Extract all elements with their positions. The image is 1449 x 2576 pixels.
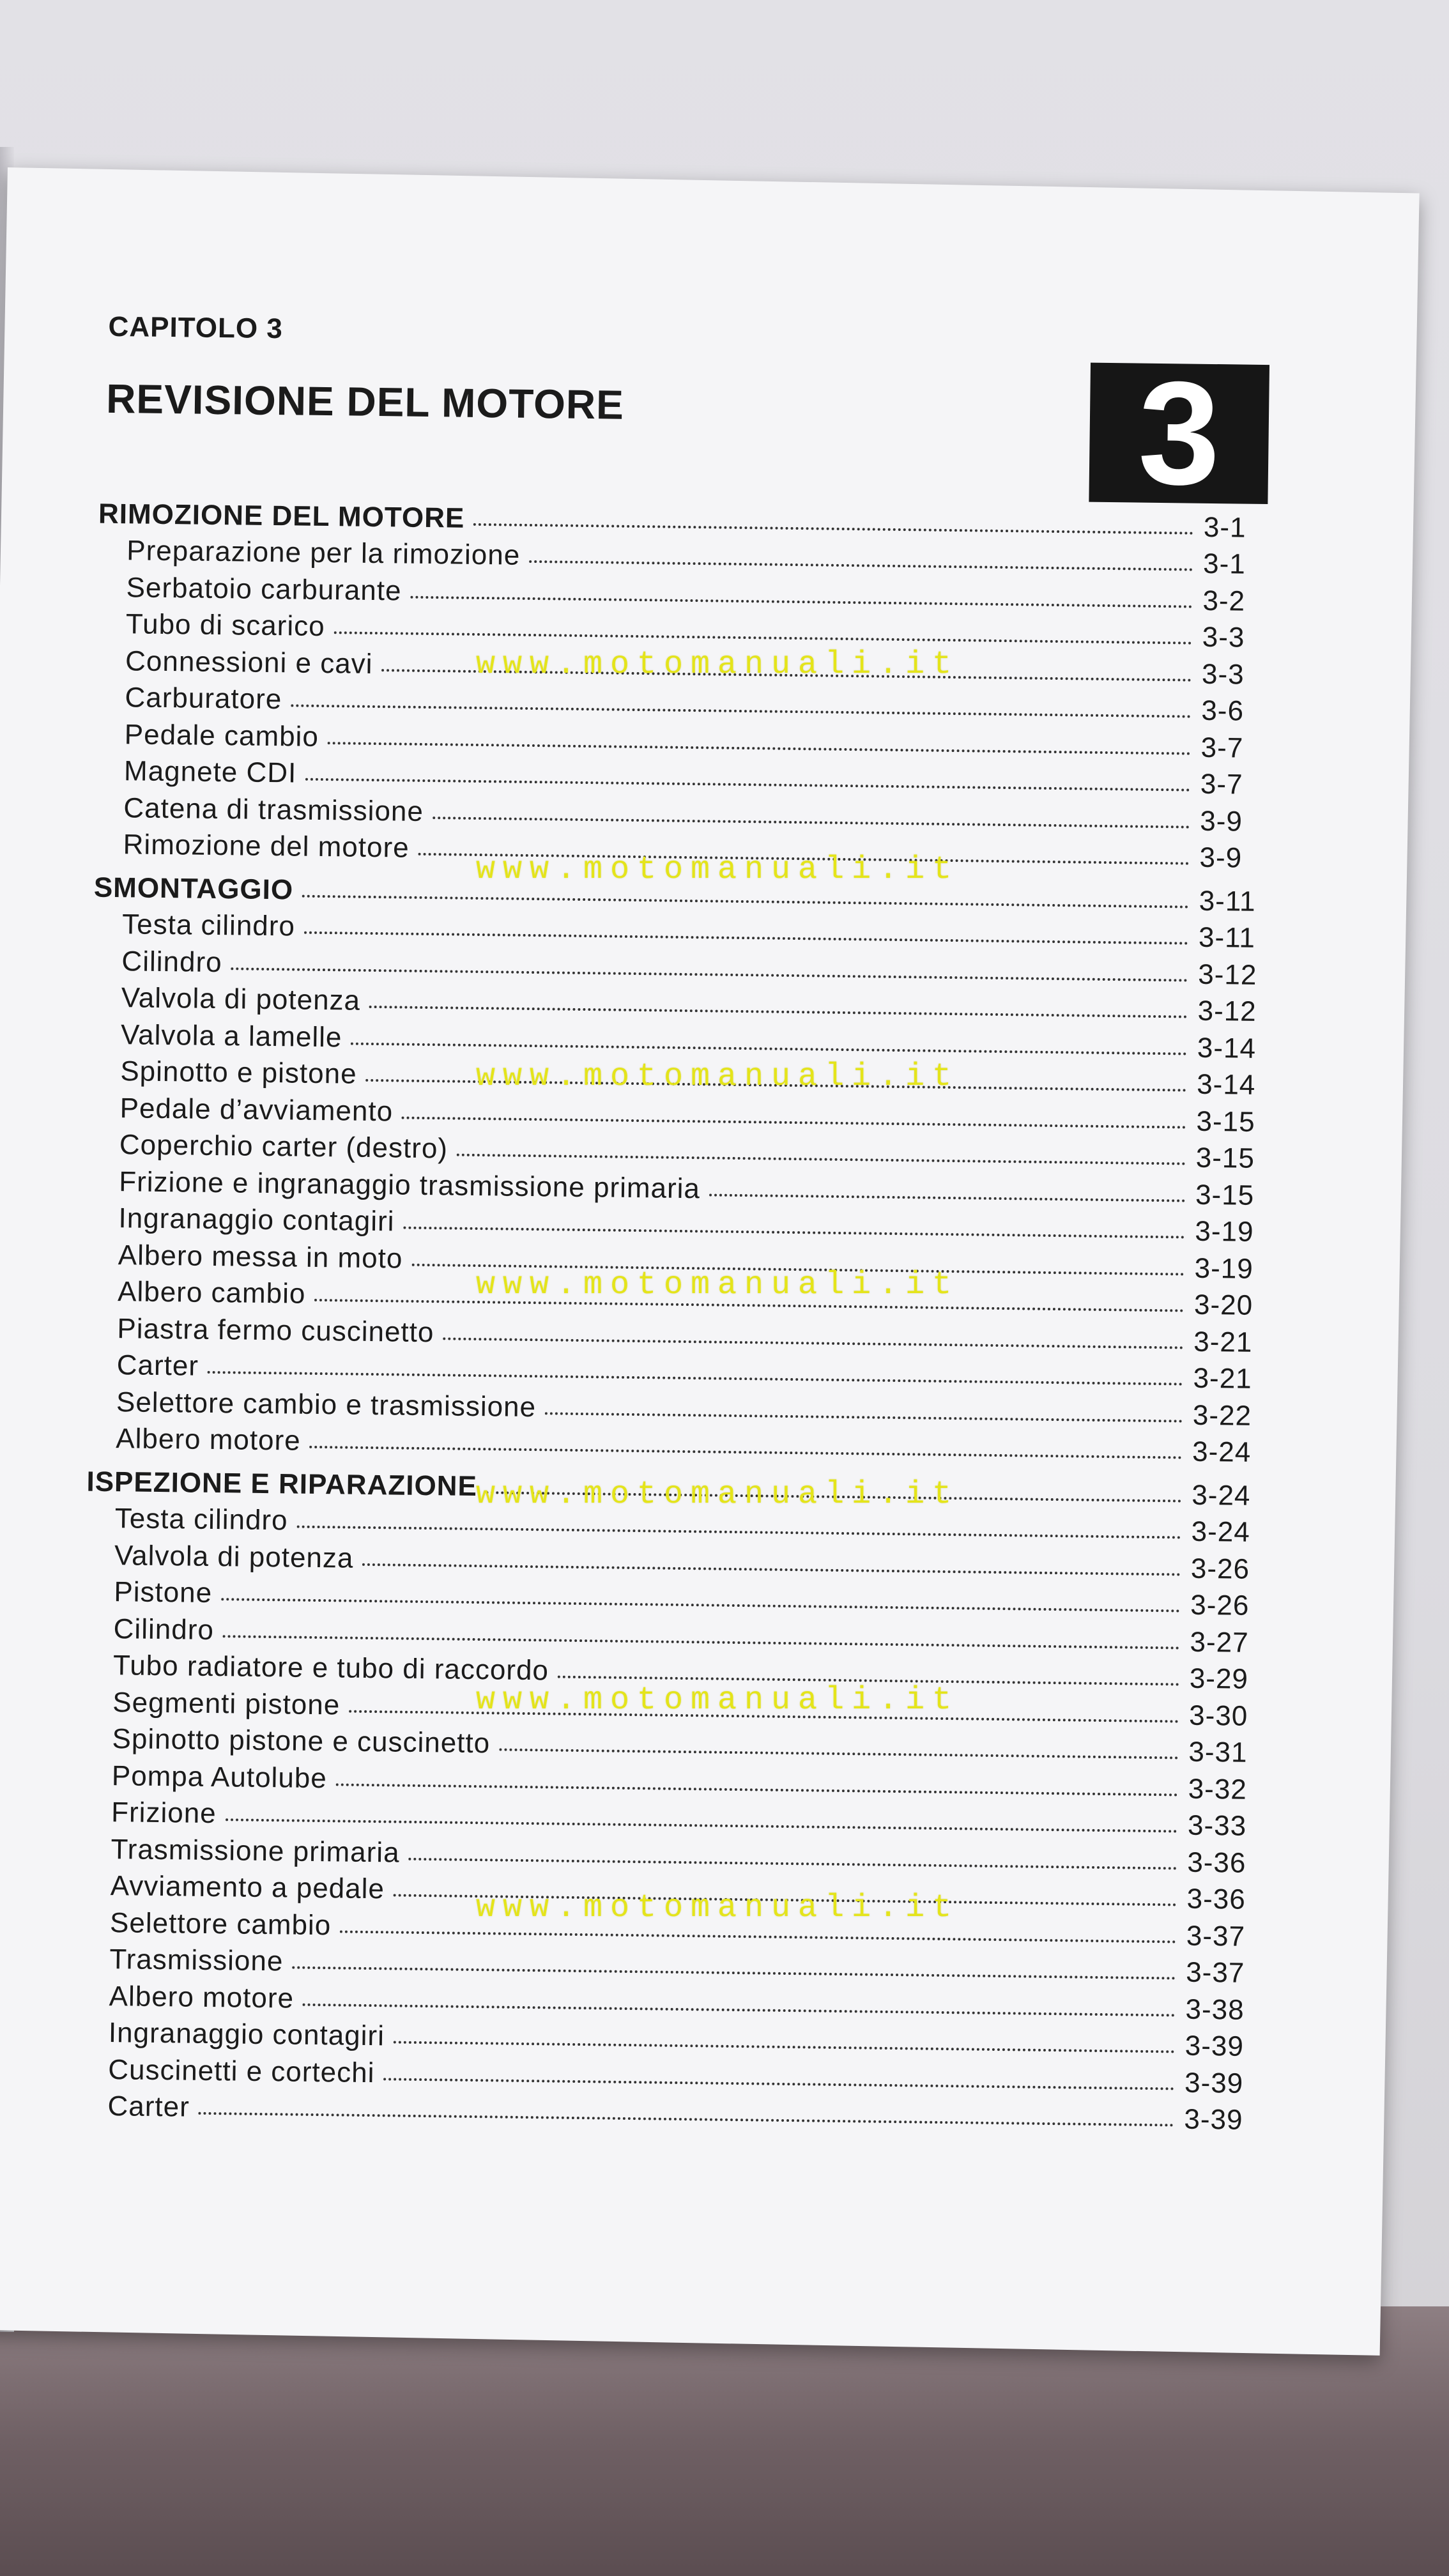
toc-entry-page: 3-6 <box>1201 694 1245 727</box>
toc-entry-page: 3-21 <box>1193 1362 1252 1395</box>
dot-leader <box>433 816 1190 828</box>
dot-leader <box>473 523 1193 534</box>
toc-entry-page: 3-20 <box>1193 1289 1254 1321</box>
toc-entry-label: Cilindro <box>113 1613 215 1646</box>
toc-entry-page: 3-19 <box>1194 1252 1254 1285</box>
toc-entry-label: Piastra fermo cuscinetto <box>117 1312 434 1348</box>
dot-leader <box>305 778 1190 792</box>
dot-leader <box>383 2078 1174 2090</box>
watermark: www.motomanuali.it <box>476 1890 960 1926</box>
dot-leader <box>443 1337 1183 1349</box>
dot-leader <box>199 2112 1174 2127</box>
dot-leader <box>709 1193 1185 1202</box>
watermark: www.motomanuali.it <box>476 647 960 683</box>
dot-leader <box>402 1116 1186 1128</box>
toc-entry-label: Pompa Autolube <box>111 1759 328 1794</box>
toc-entry-page: 3-26 <box>1190 1552 1250 1585</box>
toc-entry-label: Albero motore <box>109 1980 295 2014</box>
toc-entry-label: Carter <box>107 2090 190 2123</box>
toc-entry-label: Valvola di potenza <box>114 1539 354 1574</box>
toc-entry-page: 3-14 <box>1197 1032 1257 1064</box>
dot-leader <box>208 1371 1183 1386</box>
toc-entry-label: Selettore cambio <box>109 1906 332 1941</box>
toc-entry-page: 3-14 <box>1196 1068 1256 1101</box>
toc-entry-page: 3-12 <box>1198 958 1257 991</box>
toc-entry-label: Testa cilindro <box>121 908 296 942</box>
dot-leader <box>334 631 1192 644</box>
toc-entry-label: Ingranaggio contagiri <box>108 2017 385 2052</box>
toc-entry-page: 3-15 <box>1196 1105 1255 1138</box>
toc-heading-page: 3-11 <box>1199 885 1256 917</box>
toc-entry-page: 3-32 <box>1188 1773 1248 1805</box>
dot-leader <box>231 967 1188 981</box>
toc-entry-label: Trasmissione <box>109 1943 284 1977</box>
dot-leader <box>351 1042 1187 1055</box>
toc-entry-label: Coperchio carter (destro) <box>119 1129 448 1165</box>
toc-entry-label: Testa cilindro <box>114 1503 288 1537</box>
toc-entry-label: Trasmissione primaria <box>111 1833 400 1869</box>
toc-entry-page: 3-26 <box>1190 1589 1250 1621</box>
dot-leader <box>336 1783 1178 1796</box>
toc-entry-page: 3-9 <box>1199 841 1243 874</box>
toc-entry-page: 3-12 <box>1197 995 1257 1027</box>
dot-leader <box>291 704 1191 717</box>
toc-entry-page: 3-2 <box>1202 585 1246 617</box>
chapter-title: REVISIONE DEL MOTORE <box>105 375 625 428</box>
toc-heading-page: 3-24 <box>1192 1479 1251 1512</box>
toc-entry-label: Cuscinetti e cortechi <box>107 2053 375 2089</box>
dot-leader <box>221 1598 1180 1612</box>
toc-heading-label: ISPEZIONE E RIPARAZIONE <box>86 1466 478 1502</box>
toc-entry-label: Preparazione per la rimozione <box>126 535 521 571</box>
toc-entry-page: 3-36 <box>1187 1846 1246 1879</box>
watermark: www.motomanuali.it <box>476 852 960 888</box>
dot-leader <box>310 1446 1183 1459</box>
toc-section <box>94 493 1280 875</box>
toc-entry-page: 3-15 <box>1195 1179 1255 1211</box>
toc-entry-page: 3-24 <box>1191 1515 1251 1548</box>
toc-entry-page: 3-39 <box>1184 2067 1244 2099</box>
toc-entry-page: 3-22 <box>1192 1399 1252 1432</box>
toc-entry-label: Cilindro <box>121 945 222 978</box>
toc-entry-label: Pedale d’avviamento <box>119 1092 394 1127</box>
watermark: www.motomanuali.it <box>476 1476 960 1513</box>
manual-page <box>0 167 1420 2356</box>
dot-leader <box>362 1563 1181 1575</box>
toc-entry-page: 3-3 <box>1202 621 1245 654</box>
dot-leader <box>410 595 1192 608</box>
toc-entry-label: Frizione <box>111 1797 217 1830</box>
toc-entry-page: 3-19 <box>1195 1215 1254 1248</box>
toc-entry-label: Carburatore <box>125 682 282 716</box>
toc-heading-page: 3-1 <box>1203 511 1246 544</box>
dot-leader <box>394 2041 1175 2053</box>
toc-entry-page: 3-27 <box>1190 1626 1249 1659</box>
watermark: www.motomanuali.it <box>476 1059 960 1095</box>
toc-entry-label: Albero messa in moto <box>118 1239 403 1275</box>
toc-entry-page: 3-3 <box>1201 658 1245 691</box>
toc-entry-label: Magnete CDI <box>123 755 297 789</box>
toc-entry-label: Valvola a lamelle <box>120 1018 342 1053</box>
toc-entry-page: 3-9 <box>1199 805 1243 838</box>
dot-leader <box>296 1526 1181 1539</box>
toc-entry-label: Carter <box>116 1349 199 1382</box>
toc-entry-page: 3-7 <box>1200 768 1243 801</box>
chapter-label: CAPITOLO 3 <box>108 310 284 345</box>
dot-leader <box>529 560 1193 571</box>
dot-leader <box>223 1635 1180 1649</box>
chapter-number-badge: 3 <box>1089 363 1269 504</box>
dot-leader <box>545 1412 1183 1422</box>
toc-section <box>79 1461 1269 2137</box>
toc-entry-page: 3-21 <box>1193 1326 1253 1358</box>
toc-heading-label: RIMOZIONE DEL MOTORE <box>98 498 465 534</box>
toc-entry-label: Avviamento a pedale <box>110 1870 385 1905</box>
toc-entry-label: Frizione e ingranaggio trasmissione primaria <box>118 1165 701 1204</box>
toc-entry-page: 3-24 <box>1192 1436 1252 1468</box>
toc-entry-label: Selettore cambio e trasmissione <box>116 1386 537 1423</box>
toc-entry-page: 3-39 <box>1184 2030 1245 2062</box>
toc-entry-page: 3-11 <box>1198 921 1256 954</box>
watermark: www.motomanuali.it <box>476 1682 960 1719</box>
dot-leader <box>226 1818 1177 1832</box>
dot-leader <box>408 1857 1177 1869</box>
toc-entry-page: 3-30 <box>1188 1699 1248 1732</box>
toc-entry-page: 3-36 <box>1186 1883 1246 1915</box>
dot-leader <box>328 742 1191 755</box>
toc-heading-label: SMONTAGGIO <box>93 871 294 905</box>
dot-leader <box>304 931 1188 945</box>
toc-entry-page: 3-37 <box>1186 1920 1246 1952</box>
toc-entry-page: 3-39 <box>1184 2103 1243 2136</box>
toc-entry-label: Tubo di scarico <box>125 608 325 643</box>
dot-leader <box>303 2003 1176 2016</box>
toc-entry-page: 3-29 <box>1189 1662 1249 1695</box>
watermark: www.motomanuali.it <box>476 1267 960 1303</box>
toc-entry-page: 3-15 <box>1195 1142 1255 1174</box>
toc-entry-label: Rimozione del motore <box>123 829 410 864</box>
dot-leader <box>499 1748 1178 1759</box>
dot-leader <box>302 894 1189 908</box>
toc-entry-label: Pistone <box>114 1576 213 1609</box>
toc-entry-label: Ingranaggio contagiri <box>118 1202 395 1238</box>
toc-entry-label: Spinotto pistone e cuscinetto <box>112 1723 491 1759</box>
toc-entry-label: Spinotto e pistone <box>120 1055 357 1090</box>
toc-entry-label: Catena di trasmissione <box>123 792 424 827</box>
toc-entry-page: 3-1 <box>1202 548 1246 580</box>
dot-leader <box>340 1930 1176 1943</box>
dot-leader <box>457 1154 1186 1165</box>
toc-entry-label: Connessioni e cavi <box>125 645 373 680</box>
toc-entry-label: Segmenti pistone <box>112 1686 341 1721</box>
toc-entry-label: Pedale cambio <box>124 718 319 753</box>
toc-entry-label: Albero motore <box>116 1423 301 1457</box>
toc-entry-page: 3-7 <box>1200 732 1244 764</box>
dot-leader <box>403 1227 1184 1239</box>
toc-section <box>87 867 1276 1469</box>
toc-entry-page: 3-38 <box>1185 1993 1245 2026</box>
toc-entry-label: Valvola di potenza <box>121 982 361 1016</box>
toc-entry-page: 3-37 <box>1185 1956 1245 1989</box>
toc-entry-label: Albero cambio <box>117 1276 306 1310</box>
toc-entry-page: 3-33 <box>1187 1809 1247 1842</box>
toc-entry-label: Tubo radiatore e tubo di raccordo <box>112 1650 549 1687</box>
toc-entry-label: Serbatoio carburante <box>126 571 402 606</box>
toc-entry-page: 3-31 <box>1188 1736 1248 1768</box>
dot-leader <box>292 1966 1176 1980</box>
dot-leader <box>369 1006 1188 1018</box>
